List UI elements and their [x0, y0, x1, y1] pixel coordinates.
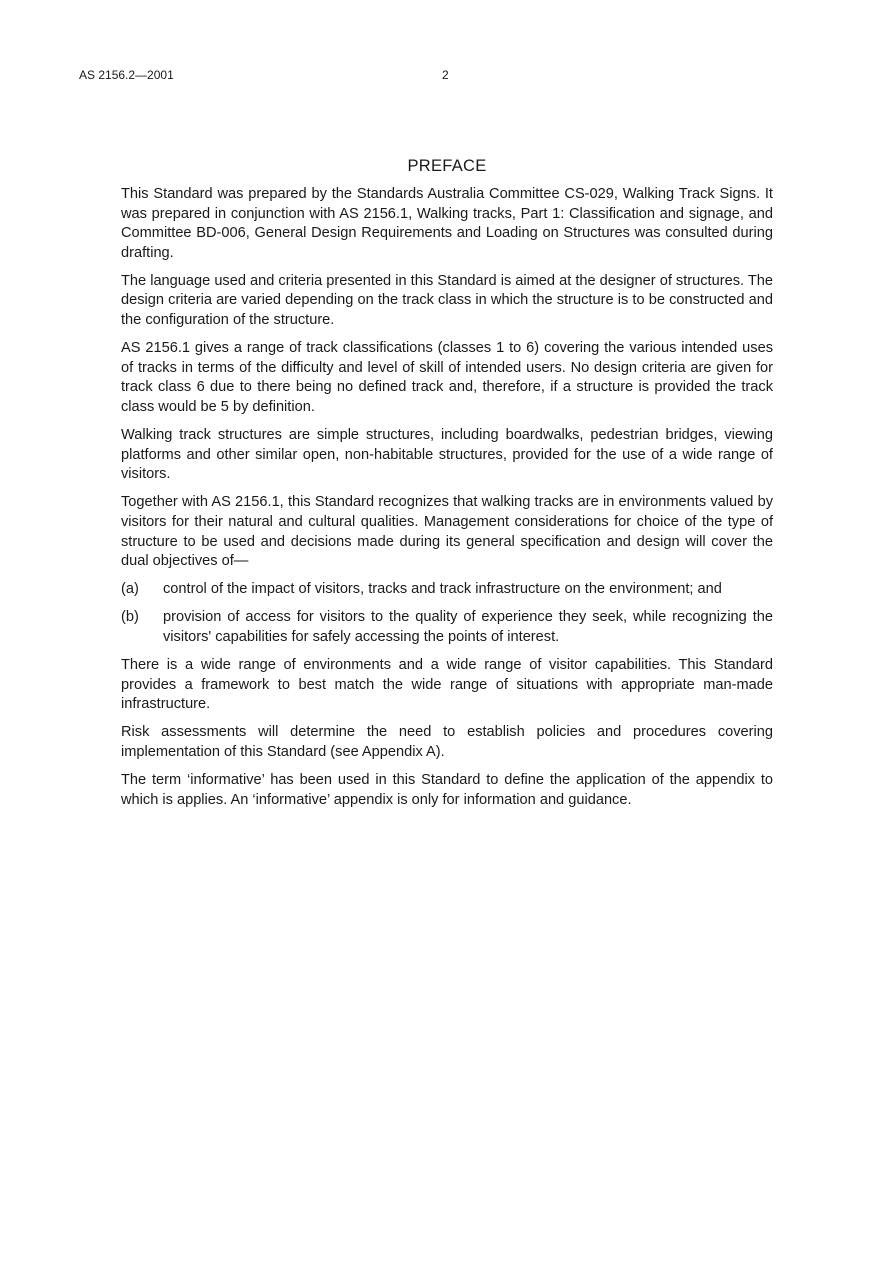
list-item: [121, 580, 773, 600]
list-item-text: provision of access for visitors to the quality of experience they seek, while recognizing the visitors' capabilities for safely accessing the points of interest.: [163, 609, 773, 645]
standard-designation: AS 2156.2—2001: [79, 68, 174, 82]
page-number: 2: [442, 68, 449, 82]
list-item-text: control of the impact of visitors, tracks and track infrastructure on the environment; and: [163, 581, 722, 598]
preface-section: [121, 155, 773, 819]
running-header: [79, 67, 813, 83]
paragraph: The term ‘informative’ has been used in this Standard to define the application of the appendix to which is applies. An ‘informative’ appendix is only for information and guidance.: [121, 771, 773, 808]
paragraph: The language used and criteria presented in this Standard is aimed at the designer of structures. The design criteria are varied depending on the track class in which the structure is to be constructed and the configuration of the structure.: [121, 272, 773, 329]
paragraph: AS 2156.1 gives a range of track classifications (classes 1 to 6) covering the various intended uses of tracks in terms of the difficulty and level of skill of intended users. No design criteria are given for track class 6 due to there being no defined track and, therefore, if a structure is provided the track class would be 5 by definition.: [121, 340, 773, 415]
paragraph: Risk assessments will determine the need to establish policies and procedures covering implementation of this Standard (see Appendix A).: [121, 724, 773, 760]
list-item-label: (a): [121, 581, 139, 598]
section-title: PREFACE: [407, 157, 487, 175]
paragraph: Together with AS 2156.1, this Standard recognizes that walking tracks are in environments valued by visitors for their natural and cultural qualities. Management considerations for choice of the type of structure to be used and decisions made during its general specification and design will cover the dual objectives of—: [121, 494, 773, 570]
list-item-label: (b): [121, 609, 139, 626]
list-item: [121, 608, 773, 647]
paragraph: Walking track structures are simple structures, including boardwalks, pedestrian bridges, viewing platforms and other similar open, non-habitable structures, provided for the use of a wide range of visitors.: [121, 427, 773, 483]
paragraph: There is a wide range of environments and a wide range of visitor capabilities. This Standard provides a framework to best match the wide range of situations with appropriate man-made infrastructure.: [121, 656, 773, 713]
paragraph: This Standard was prepared by the Standards Australia Committee CS-029, Walking Track Signs. It was prepared in conjunction with AS 2156.1, Walking tracks, Part 1: Classification and signage, and Committee BD-006, General Design Requirements and Loading on Structures was consulted during drafting.: [121, 186, 773, 261]
